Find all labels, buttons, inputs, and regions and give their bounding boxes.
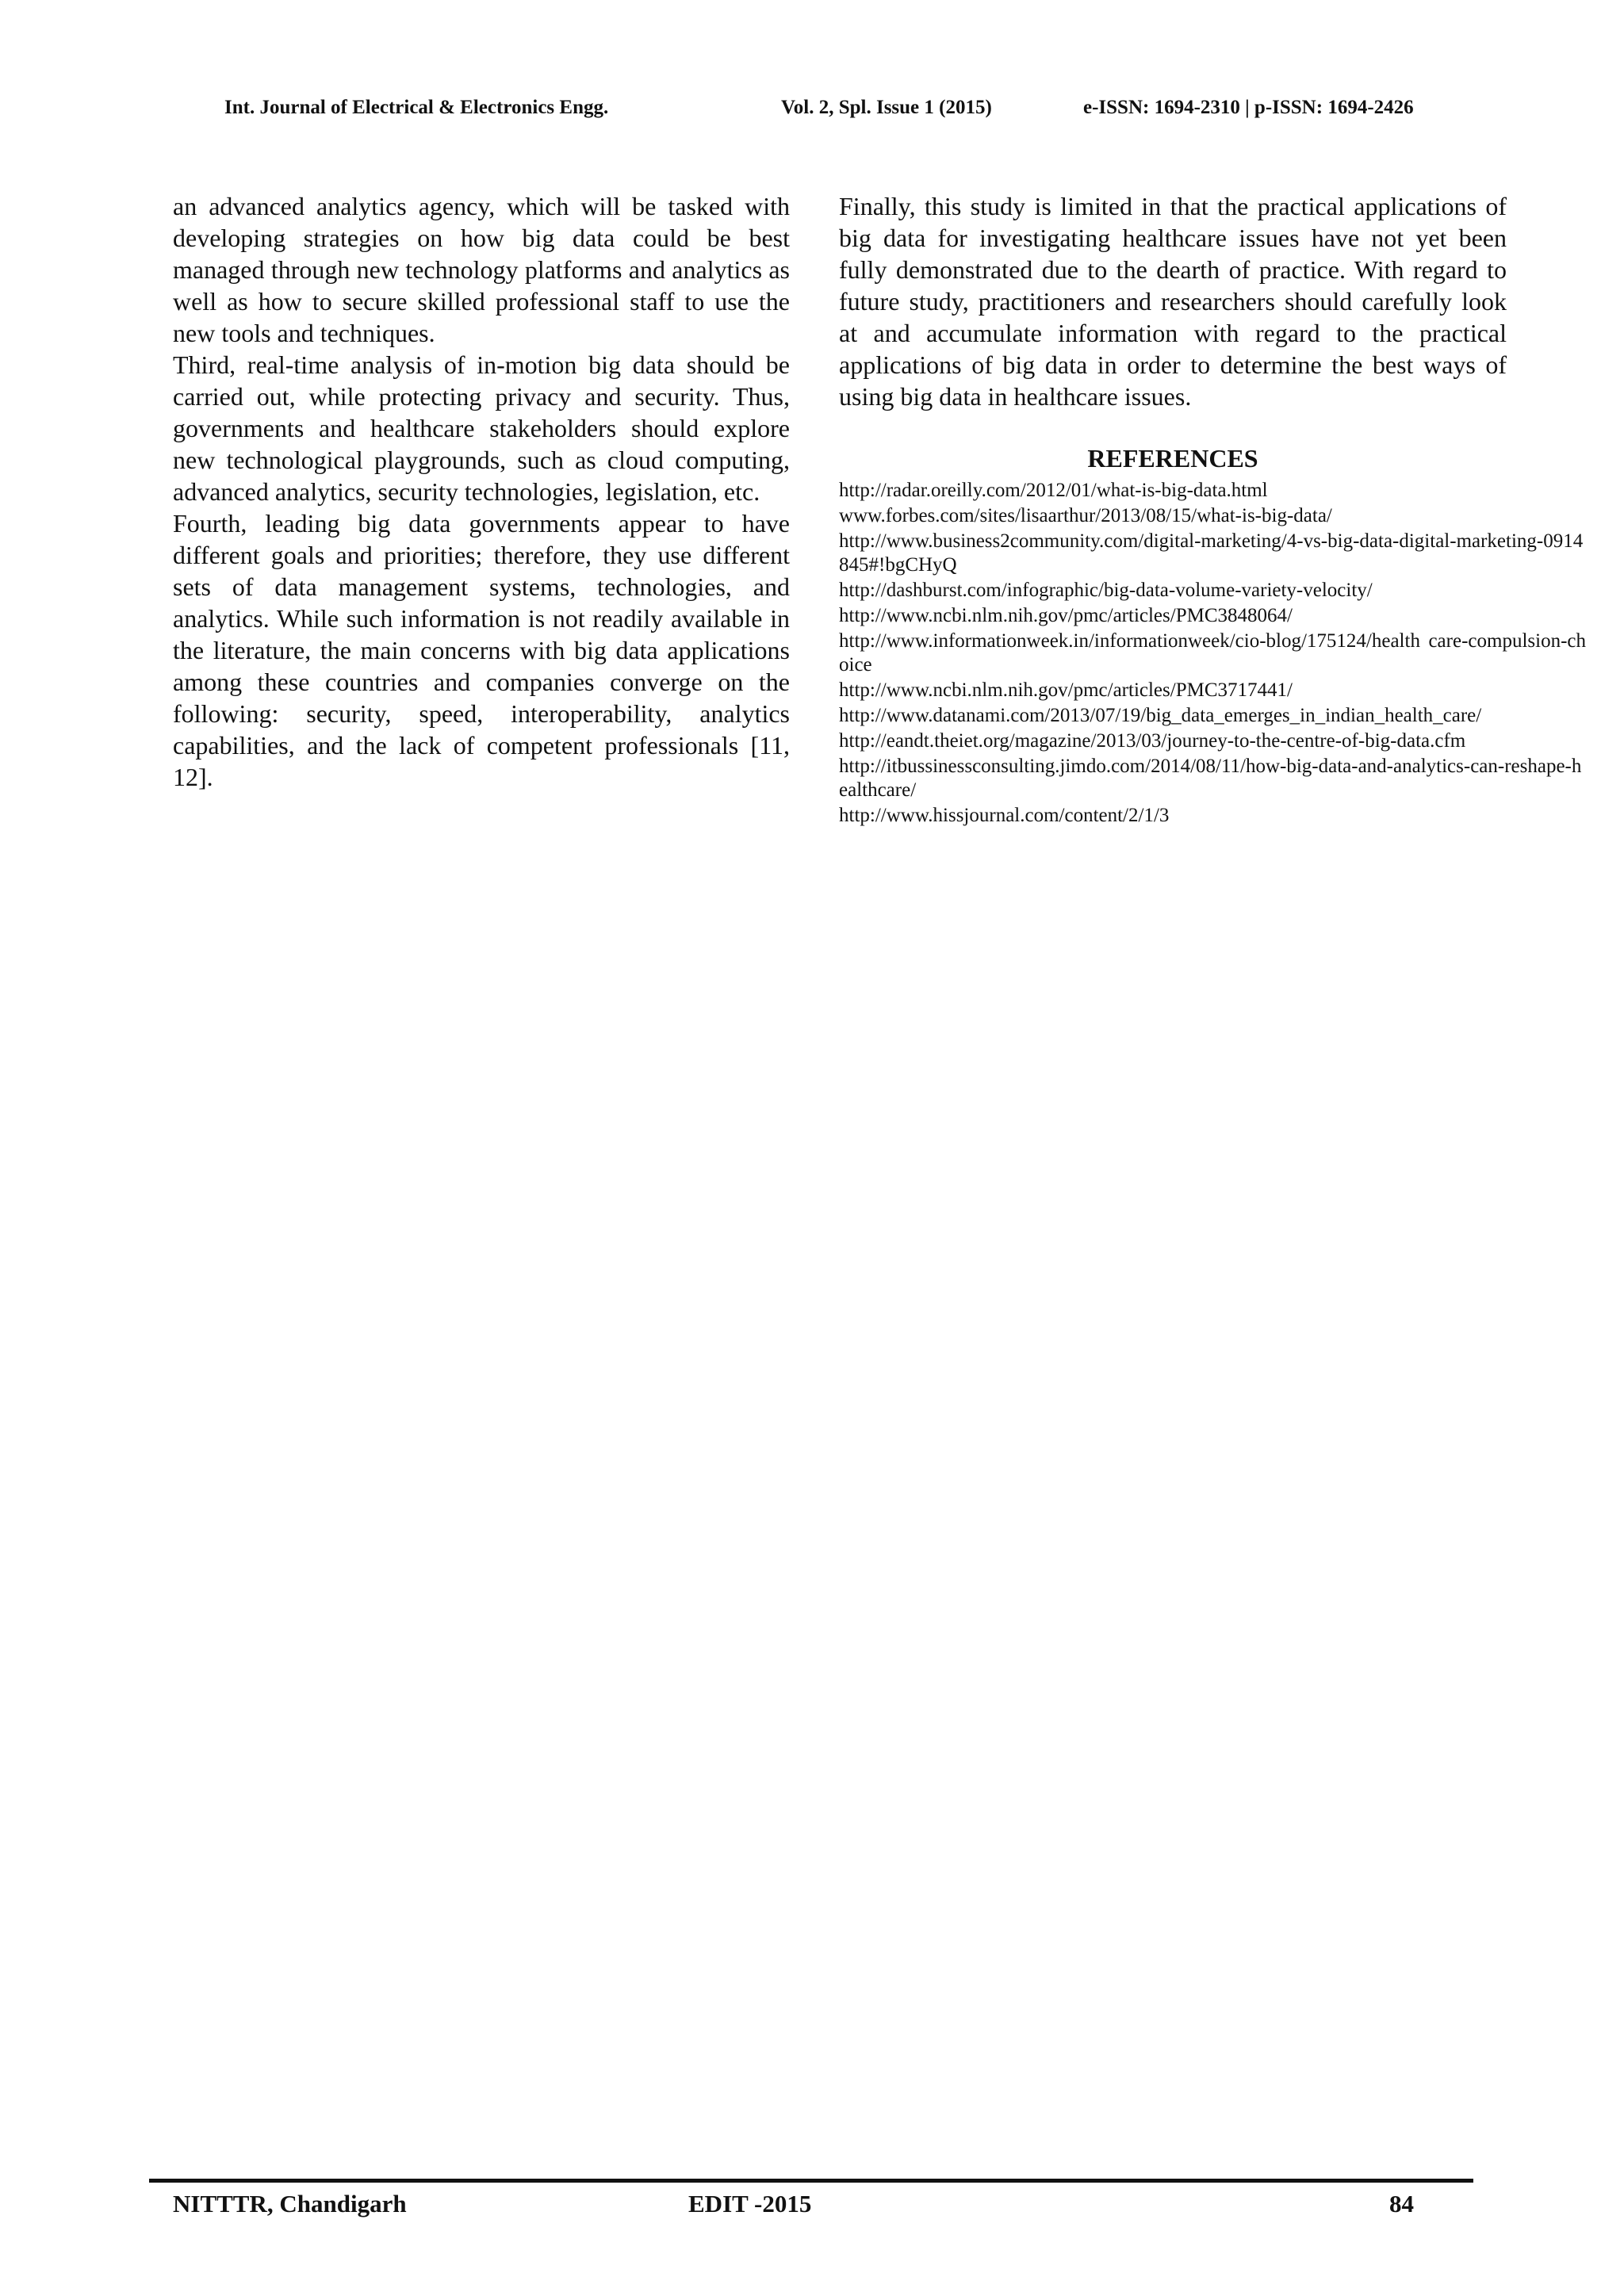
footer-divider [149,2179,1473,2183]
left-column [173,190,790,793]
reference-item: http://dashburst.com/infographic/big-data-volume-variety-velocity/ [839,580,1373,601]
body-paragraph: Fourth, leading big data governments appear to have different goals and priorities; therefore, they use different sets of data management systems, technologies, and analytics. While such information is not readily available in the literature, the main concerns with big data applications among these countries and companies converge on the following: security, speed, interoperability, analytics capabilities, and the lack of competent professionals [11, 12]. [173,509,790,791]
reference-item: http://www.datanami.com/2013/07/19/big_data_emerges_in_indian_health_care/ [839,705,1482,726]
reference-item: http://eandt.theiet.org/magazine/2013/03/journey-to-the-centre-of-big-data.cfm [839,730,1466,752]
page-footer [0,2190,1624,2225]
footer-institute: NITTTR, Chandigarh [173,2190,407,2218]
reference-item: http://www.hissjournal.com/content/2/1/3 [839,805,1170,826]
body-paragraph: an advanced analytics agency, which will be tasked with developing strategies on how big data could be best managed through new technology platforms and analytics as well as how to secure skilled professional staff to use the new tools and techniques. [173,192,790,347]
reference-item: http://www.ncbi.nlm.nih.gov/pmc/articles/PMC3848064/ [839,605,1293,626]
body-paragraph: Third, real-time analysis of in-motion big data should be carried out, while protecting privacy and security. Thus, governments and healthcare stakeholders should explore new technological playgrounds, such as cloud computing, advanced analytics, security technologies, legislation, etc. [173,350,790,506]
journal-name: Int. Journal of Electrical & Electronics Engg. [224,97,609,118]
page-number: 84 [1389,2190,1414,2218]
reference-item: http://www.ncbi.nlm.nih.gov/pmc/articles/PMC3717441/ [839,679,1293,701]
references-heading: REFERENCES [1087,444,1258,473]
right-column [839,190,1586,829]
references-list [839,479,1586,828]
reference-item: http://www.informationweek.in/informationweek/cio-blog/175124/health care-compulsion-choice [839,630,1586,675]
reference-item: http://itbussinessconsulting.jimdo.com/2014/08/11/how-big-data-and-analytics-can-reshape-healthcare/ [839,756,1582,801]
reference-item: http://radar.oreilly.com/2012/01/what-is-big-data.html [839,480,1268,501]
body-paragraph: Finally, this study is limited in that the practical applications of big data for investigating healthcare issues have not yet been fully demonstrated due to the dearth of practice. With regard to future study, practitioners and researchers should carefully look at and accumulate information with regard to the practical applications of big data in order to determine the best ways of using big data in healthcare issues. [839,192,1507,411]
reference-item: www.forbes.com/sites/lisaarthur/2013/08/15/what-is-big-data/ [839,505,1332,526]
journal-issn: e-ISSN: 1694-2310 | p-ISSN: 1694-2426 [1083,97,1414,118]
journal-volume: Vol. 2, Spl. Issue 1 (2015) [781,97,992,118]
running-header [0,97,1624,128]
reference-item: http://www.business2community.com/digital-marketing/4-vs-big-data-digital-marketing-0914845#!bgCHyQ [839,530,1584,576]
footer-conference: EDIT -2015 [688,2190,812,2218]
